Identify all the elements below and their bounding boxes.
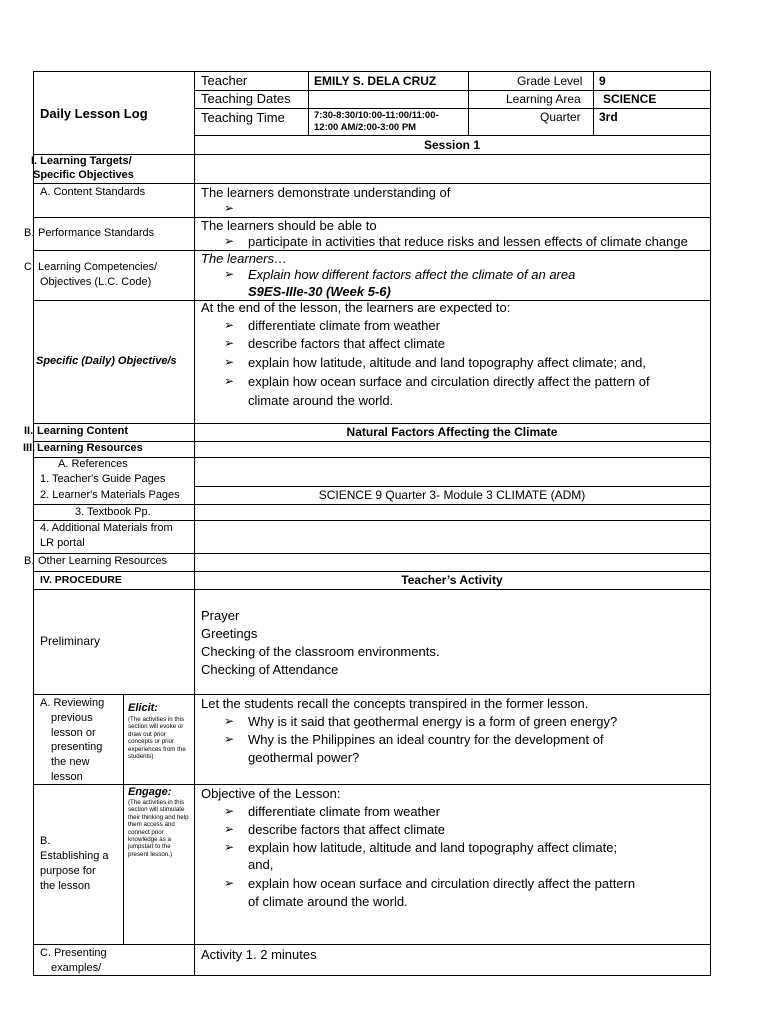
bullet-icon: ➢ xyxy=(224,201,235,215)
bullet-icon: ➢ xyxy=(224,318,235,332)
list-item: differentiate climate from weather xyxy=(248,804,440,819)
area-label: Learning Area xyxy=(506,92,581,106)
presenting-text: Activity 1. 2 minutes xyxy=(201,947,317,962)
time-label: Teaching Time xyxy=(201,110,285,125)
content-standards-label: A. Content Standards xyxy=(40,186,146,198)
presenting-label-line2: examples/ xyxy=(51,962,102,974)
review-label-line: A. Reviewing xyxy=(40,697,105,709)
bullet-icon: ➢ xyxy=(224,267,235,281)
log-title: Daily Lesson Log xyxy=(40,106,148,121)
additional-materials-label-line1: 4. Additional Materials from xyxy=(40,522,173,534)
perf-standards-bullet: participate in activities that reduce risks and lessen effects of climate change xyxy=(248,234,688,249)
teacher-activity-header: Teacher’s Activity xyxy=(401,573,503,587)
purpose-label-line: the lesson xyxy=(40,880,91,892)
list-item: explain how latitude, altitude and land topography affect climate; xyxy=(248,840,618,855)
grade-value: 9 xyxy=(599,74,606,88)
section-1-label-line1: I. Learning Targets/ xyxy=(31,155,132,167)
review-question-1: Why is it said that geothermal energy is a form of green energy? xyxy=(248,714,618,729)
specific-intro: At the end of the lesson, the learners are expected to: xyxy=(201,300,511,315)
review-question-2-cont: geothermal power? xyxy=(248,750,360,765)
preliminary-label: Preliminary xyxy=(40,634,101,648)
elicit-title: Elicit: xyxy=(128,702,158,714)
list-item: differentiate climate from weather xyxy=(248,318,440,333)
bullet-icon: ➢ xyxy=(224,732,235,746)
review-label-line: lesson or xyxy=(51,727,96,739)
quarter-value: 3rd xyxy=(599,110,618,124)
purpose-label-line: B. xyxy=(40,835,51,847)
comp-prefix: C. xyxy=(24,261,35,273)
teachers-guide-label: 1. Teacher's Guide Pages xyxy=(40,473,166,485)
bullet-icon: ➢ xyxy=(224,876,235,890)
review-question-2: Why is the Philippines an ideal country for the development of xyxy=(248,732,604,747)
list-item: Checking of the classroom environments. xyxy=(201,644,440,659)
list-item: explain how latitude, altitude and land topography affect climate; and, xyxy=(248,355,646,370)
list-item: explain how ocean surface and circulation directly affect the pattern of xyxy=(248,374,650,389)
list-item: and, xyxy=(248,857,274,872)
bullet-icon: ➢ xyxy=(224,355,235,369)
other-prefix: B. xyxy=(24,555,35,567)
purpose-text: Objective of the Lesson: xyxy=(201,786,341,801)
perf-standards-label: Performance Standards xyxy=(38,227,155,239)
list-item: Prayer xyxy=(201,608,240,623)
bullet-icon: ➢ xyxy=(224,234,235,248)
competencies-code: S9ES-IIIe-30 (Week 5-6) xyxy=(248,284,391,299)
teacher-name: EMILY S. DELA CRUZ xyxy=(314,74,437,88)
quarter-label: Quarter xyxy=(540,110,581,124)
section-2-prefix: II. xyxy=(24,425,34,437)
section-1-label-line2: Specific Objectives xyxy=(33,169,134,181)
list-item: describe factors that affect climate xyxy=(248,822,446,837)
learners-materials-value: SCIENCE 9 Quarter 3- Module 3 CLIMATE (ADM) xyxy=(318,488,586,502)
competencies-label-line2: Objectives (L.C. Code) xyxy=(40,276,152,288)
time-value-2: 12:00 AM/2:00-3:00 PM xyxy=(314,122,417,133)
review-label-line: presenting xyxy=(51,741,103,753)
list-item: of climate around the world. xyxy=(248,894,408,909)
learning-resources-label: Learning Resources xyxy=(37,442,143,454)
grade-label: Grade Level xyxy=(517,74,583,88)
bullet-icon: ➢ xyxy=(224,840,235,854)
perf-prefix: B. xyxy=(24,227,35,239)
engage-title: Engage: xyxy=(128,786,172,798)
review-label-line: the new xyxy=(51,756,90,768)
purpose-label-line: Establishing a xyxy=(40,850,109,862)
list-item: explain how ocean surface and circulation directly affect the pattern xyxy=(248,876,636,891)
bullet-icon: ➢ xyxy=(224,804,235,818)
review-label-line: previous xyxy=(51,712,93,724)
specific-objective-label: Specific (Daily) Objective/s xyxy=(36,355,177,367)
content-standards-text: The learners demonstrate understanding of xyxy=(201,185,451,200)
references-label: A. References xyxy=(58,458,128,470)
bullet-icon: ➢ xyxy=(224,822,235,836)
engage-note: (The activities in this section will stimulate their thinking and help them access and connect prior knowledge as a jumpstart to the present lesson.) xyxy=(128,799,189,858)
area-value: SCIENCE xyxy=(603,92,657,106)
review-text: Let the students recall the concepts transpired in the former lesson. xyxy=(201,696,589,711)
dates-label: Teaching Dates xyxy=(201,91,291,106)
additional-materials-label-line2: LR portal xyxy=(40,537,85,549)
session-title: Session 1 xyxy=(423,138,481,152)
list-item: Checking of Attendance xyxy=(201,662,339,677)
learning-content-label: Learning Content xyxy=(37,425,129,437)
learning-content-title: Natural Factors Affecting the Climate xyxy=(346,425,558,439)
presenting-label-line1: C. Presenting xyxy=(40,947,107,959)
purpose-label-line: purpose for xyxy=(40,865,96,877)
other-resources-label: Other Learning Resources xyxy=(38,555,168,567)
procedure-label: IV. PROCEDURE xyxy=(40,574,122,586)
competencies-label-line1: Learning Competencies/ xyxy=(38,261,158,273)
learners-materials-label: 2. Learner's Materials Pages xyxy=(40,489,180,501)
teacher-label: Teacher xyxy=(201,73,248,88)
perf-standards-text: The learners should be able to xyxy=(201,218,377,233)
list-item: describe factors that affect climate xyxy=(248,336,446,351)
list-item: climate around the world. xyxy=(248,393,394,408)
time-value-1: 7:30-8:30/10:00-11:00/11:00- xyxy=(314,110,439,121)
bullet-icon: ➢ xyxy=(224,374,235,388)
textbook-label: 3. Textbook Pp. xyxy=(75,506,151,518)
review-label-line: lesson xyxy=(51,771,83,783)
elicit-note: (The activities in this section will evoke or draw out prior concepts or prior experiences from the students) xyxy=(128,716,186,761)
list-item: Greetings xyxy=(201,626,258,641)
competencies-text: The learners… xyxy=(201,251,287,266)
bullet-icon: ➢ xyxy=(224,714,235,728)
bullet-icon: ➢ xyxy=(224,336,235,350)
section-3-prefix: III. xyxy=(23,442,36,454)
competencies-bullet: Explain how different factors affect the climate of an area xyxy=(248,267,576,282)
